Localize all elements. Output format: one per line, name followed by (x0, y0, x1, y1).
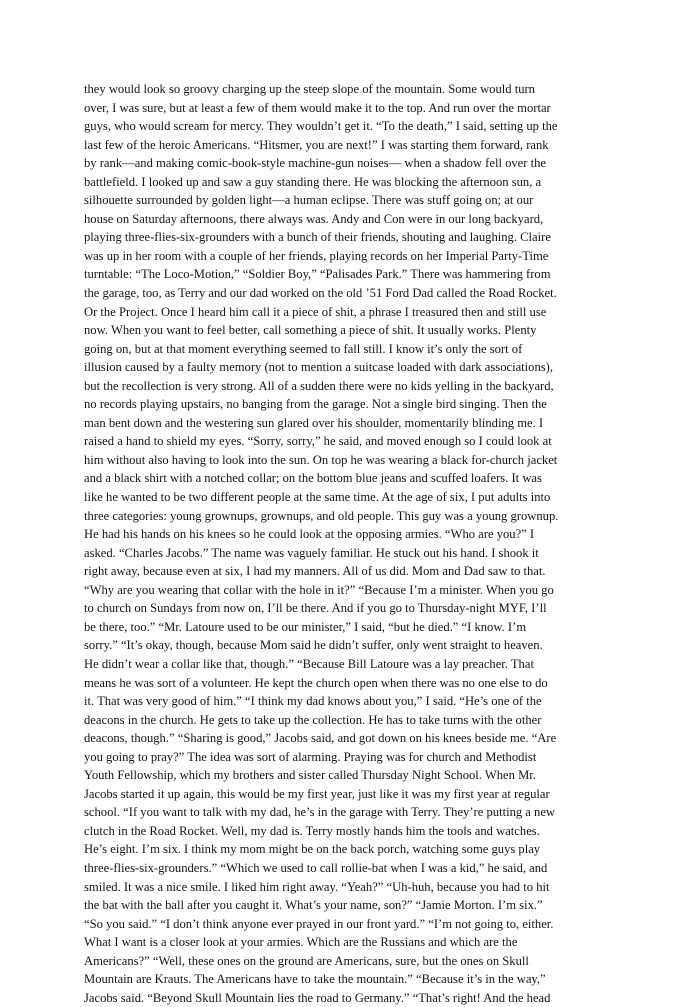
text-line: He had his hands on his knees so he could look at the opposing armies. “Who are you?” I (84, 527, 535, 542)
text-line: Americans?” “Well, these ones on the ground are Americans, sure, but the ones on Skull (84, 953, 529, 968)
text-line: and a black shirt with a notched collar; on the bottom blue jeans and scuffed loafers. It was (84, 471, 542, 486)
body-text (84, 80, 624, 1007)
text-line: raised a hand to shield my eyes. “Sorry, sorry,” he said, and moved enough so I could look at (84, 434, 552, 449)
text-line: Mountain are Krauts. The Americans have to take the mountain.” “Because it’s in the way,” (84, 972, 546, 987)
text-line: battlefield. I looked up and saw a guy standing there. He was blocking the afternoon sun, a (84, 174, 542, 189)
text-line: deacons in the church. He gets to take up the collection. He has to take turns with the other (84, 712, 542, 727)
text-line: Jacobs said. “Beyond Skull Mountain lies the road to Germany.” “That’s right! And the head (84, 990, 551, 1005)
text-line: three-flies-six-grounders.” “Which we used to call rollie-bat when I was a kid,” he said, and (84, 860, 548, 875)
text-line: last few of the heroic Americans. “Hitsmer, you are next!” I was starting them forward, rank (84, 137, 549, 152)
text-line: right away, because even at six, I had my manners. All of us did. Mom and Dad saw to that. (84, 564, 546, 579)
text-line: the bat with the ball after you caught it. What’s your name, son?” “Jamie Morton. I’m six.” (84, 898, 543, 913)
text-line: no records playing upstairs, no banging from the garage. Not a single bird singing. Then the (84, 397, 547, 412)
text-line: clutch in the Road Rocket. Well, my dad is. Terry mostly hands him the tools and watches. (84, 823, 540, 838)
text-line: like he wanted to be two different people at the same time. At the age of six, I put adults into (84, 490, 551, 505)
text-line: now. When you want to feel better, call something a piece of shit. It usually works. Plenty (84, 323, 537, 338)
text-line: Youth Fellowship, which my brothers and sister called Thursday Night School. When Mr. (84, 768, 536, 783)
text-line: Or the Project. Once I heard him call it a piece of shit, a phrase I treasured then and still use (84, 304, 547, 319)
text-line: you going to pray?” The idea was sort of alarming. Praying was for church and Methodist (84, 749, 537, 764)
text-line: means he was sort of a volunteer. He kept the church open when there was no one else to do (84, 675, 548, 690)
text-line: guys, who would scream for mercy. They wouldn’t get it. “To the death,” I said, setting up the (84, 119, 558, 134)
text-line: over, I was sure, but at least a few of them would make it to the top. And run over the mortar (84, 100, 551, 115)
text-line: but the recollection is very strong. All of a sudden there were no kids yelling in the backyard, (84, 378, 554, 393)
text-line: deacons, though.” “Sharing is good,” Jacobs said, and got down on his knees beside me. “Are (84, 731, 557, 746)
text-line: house on Saturday afternoons, there always was. Andy and Con were in our long backyard, (84, 211, 544, 226)
text-line: be there, too.” “Mr. Latoure used to be our minister,” I said, “but he died.” “I know. I’m (84, 619, 527, 634)
text-line: He’s eight. I’m six. I think my mom might be on the back porch, watching some guys play (84, 842, 541, 857)
text-line: it. That was very good of him.” “I think my dad knows about you,” I said. “He’s one of the (84, 694, 542, 709)
text-line: Jacobs started it up again, this would be my first year, just like it was my first year at regular (84, 786, 550, 801)
text-line: illusion caused by a faulty memory (not to mention a suitcase loaded with dark associations), (84, 360, 554, 375)
text-line: “So you said.” “I don’t think anyone ever prayed in our front yard.” “I’m not going to, either. (84, 916, 554, 931)
text-line: going on, but at that moment everything seemed to fall still. I know it’s only the sort of (84, 341, 523, 356)
text-line: What I want is a closer look at your armies. Which are the Russians and which are the (84, 935, 518, 950)
text-line: him without also having to look into the sun. On top he was wearing a black for-church jacket (84, 452, 558, 467)
text-line: asked. “Charles Jacobs.” The name was vaguely familiar. He stuck out his hand. I shook it (84, 545, 539, 560)
text-line: man bent down and the westering sun glared over his shoulder, momentarily blinding me. I (84, 415, 544, 430)
text-line: three categories: young grownups, grownups, and old people. This guy was a young grownup. (84, 508, 559, 523)
text-line: by rank—and making comic-book-style machine-gun noises— when a shadow fell over the (84, 156, 546, 171)
text-line: silhouette surrounded by golden light—a human eclipse. There was stuff going on; at our (84, 193, 534, 208)
text-line: smiled. It was a nice smile. I liked him right away. “Yeah?” “Uh-huh, because you had to hit (84, 879, 550, 894)
text-line: playing three-flies-six-grounders with a bunch of their friends, shouting and laughing. Claire (84, 230, 551, 245)
text-line: turntable: “The Loco-Motion,” “Soldier Boy,” “Palisades Park.” There was hammering from (84, 267, 551, 282)
text-line: to church on Sundays from now on, I’ll be there. And if you go to Thursday-night MYF, I’ll (84, 601, 547, 616)
text-line: “Why are you wearing that collar with the hole in it?” “Because I’m a minister. When you go (84, 582, 554, 597)
text-line: school. “If you want to talk with my dad, he’s in the garage with Terry. They’re putting a new (84, 805, 556, 820)
text-line: sorry.” “It’s okay, though, because Mom said he didn’t suffer, only went straight to heaven. (84, 638, 543, 653)
text-line: they would look so groovy charging up the steep slope of the mountain. Some would turn (84, 82, 535, 96)
text-line: was up in her room with a couple of her friends, playing records on her Imperial Party-Time (84, 248, 549, 263)
text-line: He didn’t wear a collar like that, though.” “Because Bill Latoure was a lay preacher. That (84, 656, 534, 671)
text-line: the garage, too, as Terry and our dad worked on the old ’51 Ford Dad called the Road Rocket. (84, 286, 557, 301)
